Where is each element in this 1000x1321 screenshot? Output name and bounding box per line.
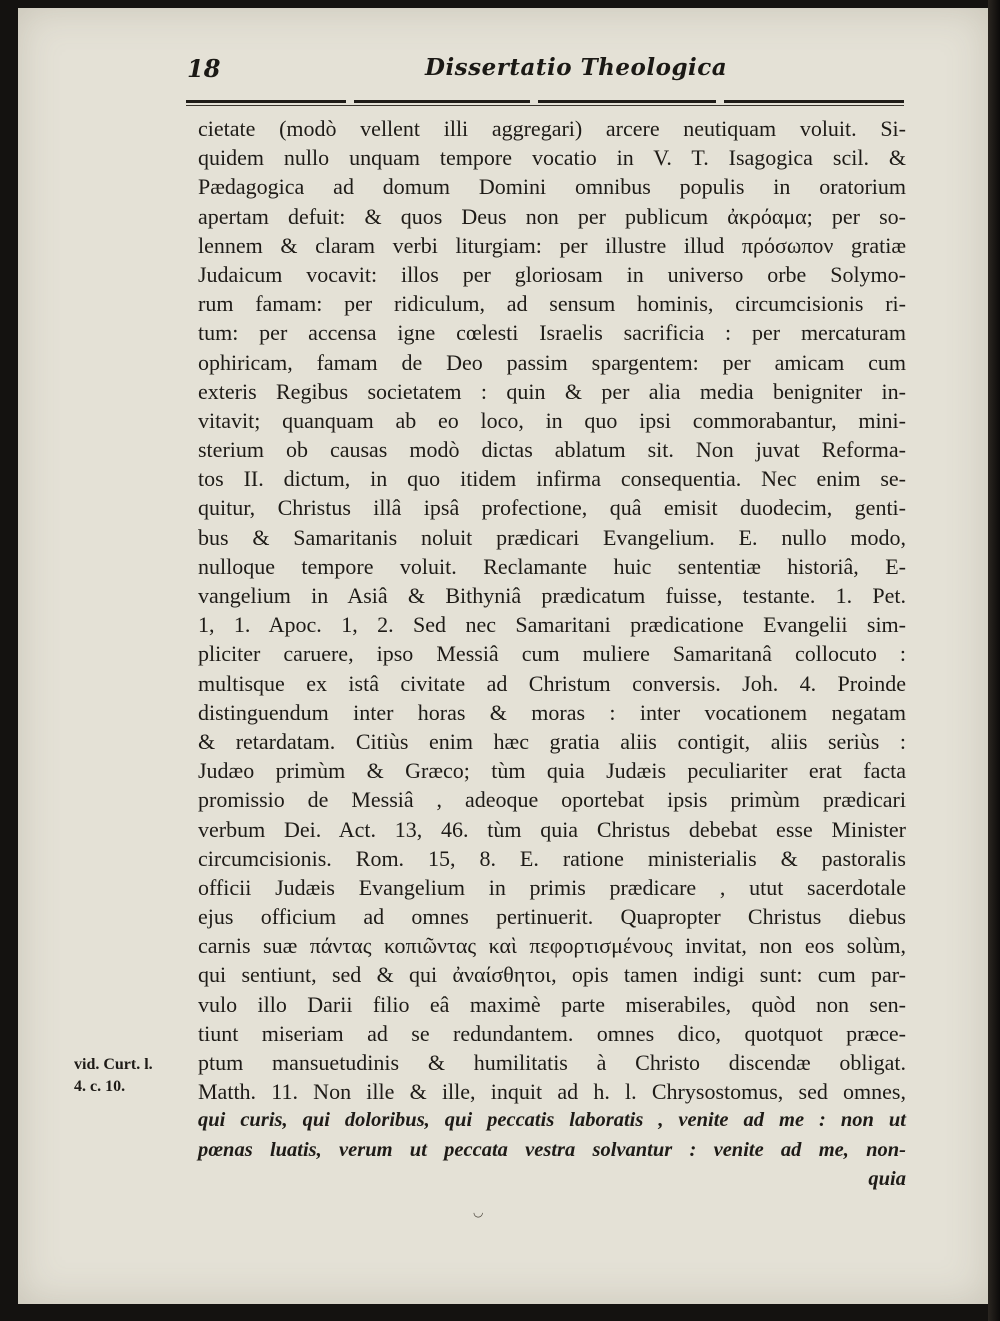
text-line: tum: per accensa igne cœlesti Israelis sacrificia : per mercaturam <box>198 320 906 346</box>
body-text <box>198 114 906 1194</box>
text-line: quitur, Christus illâ ipsâ profectione, quâ emisit duodecim, genti- <box>198 495 906 521</box>
text-line: cietate (modò vellent illi aggregari) arcere neutiquam voluit. Si- <box>198 116 906 141</box>
text-line: verbum Dei. Act. 13, 46. tùm quia Christus debebat esse Minister <box>198 816 906 842</box>
text-line: distinguendum inter horas & moras : inter vocationem negatam <box>198 699 906 725</box>
text-line: sterium ob causas modò dictas ablatum sit. Non juvat Reforma- <box>198 437 906 463</box>
header-rule <box>186 97 904 109</box>
text-line: 1, 1. Apoc. 1, 2. Sed nec Samaritani prædicatione Evangelii sim- <box>198 612 906 638</box>
margin-note <box>74 1054 153 1098</box>
text-line: exteris Regibus societatem : quin & per alia media benigniter in- <box>198 378 906 404</box>
text-line: Judaicum vocavit: illos per gloriosam in universo orbe Solymo- <box>198 261 906 287</box>
header-rule-segment <box>724 100 904 103</box>
text-line: lennem & claram verbi liturgiam: per illustre illud πρόσωπον gratiæ <box>198 232 906 258</box>
text-line: vangelium in Asiâ & Bithyniâ prædicatum fuisse, testante. 1. Pet. <box>198 583 906 608</box>
text-line: vulo illo Darii filio eâ maximè parte miserabiles, quòd non sen- <box>198 991 906 1017</box>
text-line: ejus officium ad omnes pertinuerit. Quapropter Christus diebus <box>198 904 906 930</box>
text-line: Pædagogica ad domum Domini omnibus populis in oratorium <box>198 174 906 200</box>
text-line: nulloque tempore voluit. Reclamante huic sententiæ historiâ, E- <box>198 553 906 579</box>
text-line: apertam defuit: & quos Deus non per publicum ἀκρόαμα; per so- <box>198 203 906 229</box>
margin-note-line: 4. c. 10. <box>74 1078 126 1095</box>
text-line: Judæo primùm & Græco; tùm quia Judæis peculiariter erat facta <box>198 758 906 784</box>
text-line: tos II. dictum, in quo itidem infirma consequentia. Nec enim se- <box>198 466 906 492</box>
page-number: 18 <box>187 54 221 83</box>
text-line: Matth. 11. Non ille & ille, inquit ad h. l. Chrysostomus, sed omnes, <box>198 1079 906 1105</box>
text-line: officii Judæis Evangelium in primis prædicare , utut sacerdotale <box>198 874 906 900</box>
text-line: circumcisionis. Rom. 15, 8. E. ratione ministerialis & pastoralis <box>198 845 906 871</box>
text-line: qui sentiunt, sed & qui ἀναίσθητοι, opis tamen indigi sunt: cum par- <box>198 962 906 988</box>
header-rule-segment <box>538 100 716 103</box>
text-line: multisque ex istâ civitate ad Christum conversis. Joh. 4. Proinde <box>198 670 906 696</box>
text-line: bus & Samaritanis noluit prædicari Evangelium. E. nullo modo, <box>198 524 906 550</box>
catchword: quia <box>868 1167 906 1190</box>
header-rule-segment <box>186 100 346 103</box>
header-rule-thin <box>186 105 904 106</box>
text-line: carnis suæ πάντας κοπιῶντας καὶ πεφορτισμένους invitat, non eos solùm, <box>198 933 906 959</box>
book-edge <box>988 0 1000 1321</box>
text-line: & retardatam. Citiùs enim hæc gratia aliis contigit, aliis seriùs : <box>198 728 906 754</box>
ink-mark: ◡ <box>473 1205 484 1219</box>
text-line: quidem nullo unquam tempore vocatio in V. T. Isagogica scil. & <box>198 145 906 171</box>
page-header <box>183 52 905 92</box>
text-line: promissio de Messiâ , adeoque oportebat ipsis primùm prædicari <box>198 787 906 813</box>
running-title: Dissertatio Theologica <box>425 54 728 81</box>
text-line-italic: pœnas luatis, verum ut peccata vestra solvantur : venite ad me, non- <box>198 1138 906 1161</box>
margin-note-line: vid. Curt. l. <box>74 1056 153 1073</box>
text-line: tiunt miseriam ad se redundantem. omnes dico, quotquot præce- <box>198 1020 906 1046</box>
text-line: rum famam: per ridiculum, ad sensum hominis, circumcisionis ri- <box>198 291 906 317</box>
header-rule-segment <box>354 100 530 103</box>
text-line: pliciter caruere, ipso Messiâ cum muliere Samaritanâ collocuto : <box>198 641 906 667</box>
text-line: ptum mansuetudinis & humilitatis à Christo discendæ obligat. <box>198 1050 906 1075</box>
text-line: vitavit; quanquam ab eo loco, in quo ipsi commorabantur, mini- <box>198 407 906 433</box>
text-line: ophiricam, famam de Deo passim spargentem: per amicam cum <box>198 349 906 375</box>
text-line-italic: qui curis, qui doloribus, qui peccatis laboratis , venite ad me : non ut <box>198 1109 906 1132</box>
